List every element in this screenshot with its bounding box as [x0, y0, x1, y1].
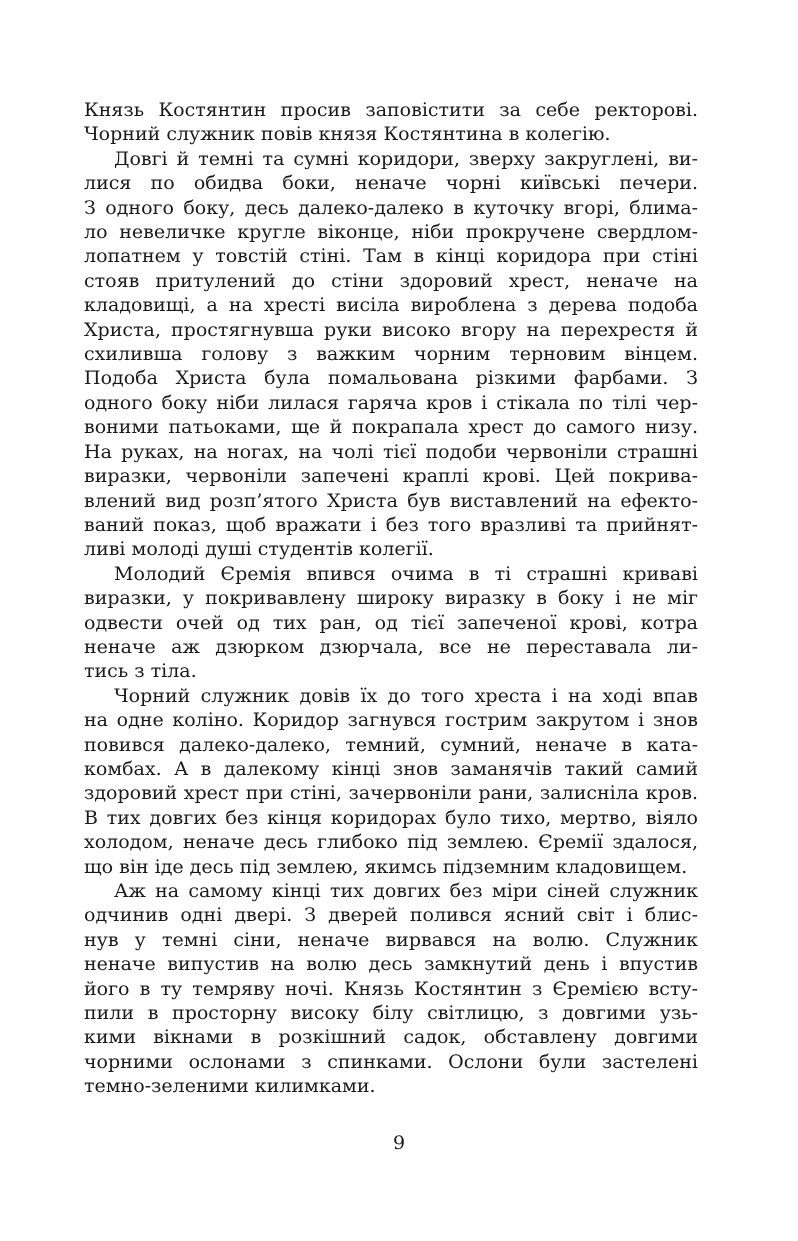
text-line: неначе аж дзюрком дзюрчала, все не переставала ли-: [84, 635, 698, 658]
text-line: лопатнем у товстій стіні. Там в кінці коридора при стіні: [84, 245, 698, 268]
text-line: З одного боку, десь далеко-далеко в куточку вгорі, блима-: [84, 196, 698, 219]
text-line: Князь Костянтин просив заповістити за себе ректорові.: [84, 99, 698, 121]
paragraph: [84, 879, 698, 1099]
paragraph: [84, 98, 698, 147]
text-line: воними патьоками, ще й покрапала хрест до самого низу.: [84, 416, 698, 439]
text-line: Чорний служник повів князя Костянтина в колегію.: [84, 123, 611, 146]
text-line: кими вікнами в розкішний садок, обставлену довгими: [84, 1026, 698, 1049]
text-line: одчинив одні двері. З дверей полився ясний світ і блис-: [84, 904, 698, 927]
text-line: виразки, червоніли запечені краплі крові. Цей покрива-: [84, 465, 698, 488]
text-line: одвести очей од тих ран, од тієї запеченої крові, котра: [84, 611, 698, 634]
text-line: Чорний служник довів їх до того хреста і на ході впав: [114, 684, 698, 707]
text-line: Подоба Христа була помальована різкими фарбами. З: [84, 367, 698, 390]
text-line: холодом, неначе десь глибоко під землею. Єремії здалося,: [84, 831, 698, 854]
page-number: 9: [392, 1132, 406, 1154]
text-line: нув у темні сіни, неначе вирвався на волю. Служник: [84, 928, 698, 951]
text-line: неначе випустив на волю десь замкнутий день і впустив: [84, 953, 698, 976]
text-line: стояв притулений до стіни здоровий хрест, неначе на: [84, 269, 698, 292]
text-line: темно-зеленими килимками.: [84, 1075, 376, 1098]
text-line: схиливша голову з важким чорним терновим вінцем.: [84, 343, 698, 366]
text-line: лися по обидва боки, неначе чорні київські печери.: [84, 172, 698, 195]
text-line: його в ту темряву ночі. Князь Костянтин з Єремією всту-: [84, 977, 698, 1000]
text-line: повився далеко-далеко, темний, сумний, неначе в ката-: [84, 733, 698, 756]
text-line: на одне коліно. Коридор загнувся гострим закрутом і знов: [84, 709, 698, 732]
text-line: Аж на самому кінці тих довгих без міри сіней служник: [114, 880, 698, 902]
text-line: кладовищі, а на хресті висіла вироблена з дерева подоба: [84, 294, 698, 317]
text-line: виразки, у покривавлену широку виразку в боку і не міг: [84, 587, 698, 610]
text-line: Довгі й темні та сумні коридори, зверху закруглені, ви-: [114, 147, 698, 170]
text-line: комбах. А в далекому кінці знов заманячів такий самий: [84, 757, 698, 780]
text-line: тись з тіла.: [84, 660, 197, 683]
paragraph: [84, 684, 698, 879]
text-line: ло невеличке кругле віконце, ніби прокручене свердлом-: [84, 221, 698, 244]
text-line: Христа, простягнувша руки високо вгору на перехрестя й: [84, 318, 698, 341]
paragraph: [84, 147, 698, 562]
text-line: В тих довгих без кінця коридорах було тихо, мертво, віяло: [84, 806, 698, 829]
text-line: одного боку ніби лилася гаряча кров і стікала по тілі чер-: [84, 391, 698, 414]
text-line: На руках, на ногах, на чолі тієї подоби червоніли страшні: [84, 440, 698, 463]
text-line: чорними ослонами з спинками. Ослони були застелені: [84, 1050, 698, 1073]
page-body: [84, 98, 698, 1099]
text-line: здоровий хрест при стіні, зачервоніли рани, залисніла кров.: [84, 782, 698, 805]
text-line: Молодий Єремія впився очима в ті страшні криваві: [114, 562, 698, 585]
text-line: влений вид розп’ятого Христа був виставлений на ефекто-: [84, 489, 698, 512]
text-line: пили в просторну високу білу світлицю, з довгими узь-: [84, 1002, 698, 1025]
text-line: ваний показ, щоб вражати і без того вразливі та прийнят-: [84, 513, 698, 536]
text-line: що він іде десь під землею, якимсь підземним кладовищем.: [84, 855, 688, 878]
paragraph: [84, 562, 698, 684]
text-line: ливі молоді душі студентів колегії.: [84, 538, 434, 561]
